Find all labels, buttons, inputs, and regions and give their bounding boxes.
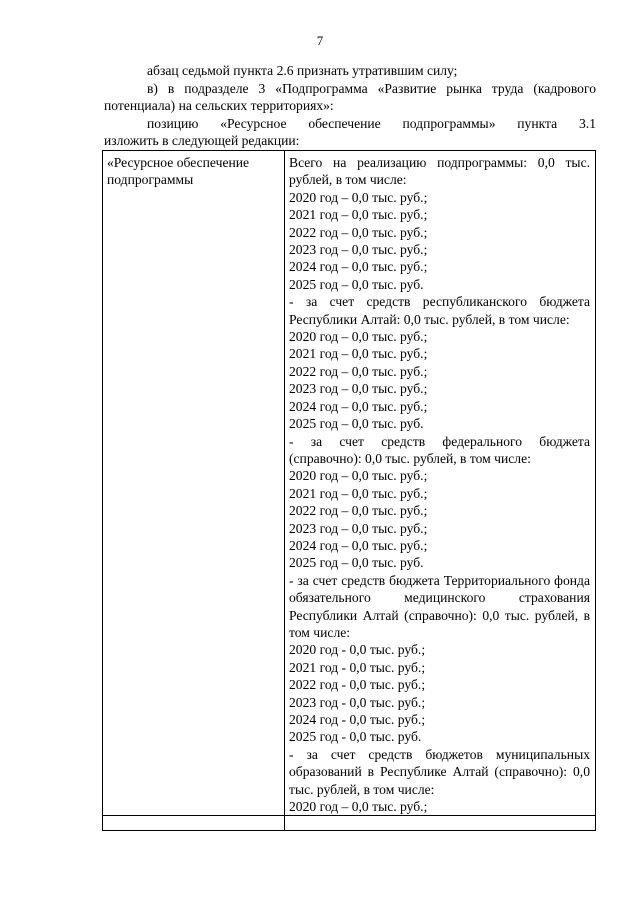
year-line: 2020 год – 0,0 тыс. руб.; bbox=[289, 799, 428, 815]
empty-cell bbox=[285, 816, 596, 831]
year-line: 2020 год – 0,0 тыс. руб.; bbox=[289, 189, 428, 205]
table-row bbox=[103, 151, 596, 816]
paragraph-position-line-2: изложить в следующей редакции: bbox=[104, 133, 300, 149]
year-line: 2024 год – 0,0 тыс. руб.; bbox=[289, 537, 428, 553]
year-line: 2023 год - 0,0 тыс. руб.; bbox=[289, 694, 426, 710]
year-line: 2021 год – 0,0 тыс. руб.; bbox=[289, 346, 428, 362]
resource-table bbox=[102, 150, 596, 831]
year-line: 2021 год – 0,0 тыс. руб.; bbox=[289, 485, 428, 501]
total-funding-text: Всего на реализацию подпрограммы: 0,0 тыс. рублей, в том числе: bbox=[289, 155, 590, 188]
municipal-years-list bbox=[289, 798, 590, 815]
year-line: 2023 год – 0,0 тыс. руб.; bbox=[289, 242, 428, 258]
year-line: 2025 год - 0,0 тыс. руб. bbox=[289, 729, 422, 745]
municipal-funding-text: - за счет средств бюджетов муниципальных образований в Республике Алтай (справочно): 0,0 тыс. рублей, в том числе: bbox=[289, 746, 590, 797]
year-line: 2021 год - 0,0 тыс. руб.; bbox=[289, 659, 426, 675]
year-line: 2024 год - 0,0 тыс. руб.; bbox=[289, 712, 426, 727]
republic-years-list bbox=[289, 328, 590, 432]
year-line: 2023 год – 0,0 тыс. руб.; bbox=[289, 381, 428, 397]
table-row bbox=[103, 816, 596, 831]
total-years-list bbox=[289, 189, 590, 293]
year-line: 2023 год – 0,0 тыс. руб.; bbox=[289, 520, 428, 536]
federal-years-list bbox=[289, 467, 590, 571]
year-line: 2022 год – 0,0 тыс. руб.; bbox=[289, 503, 428, 519]
paragraph-subsection-3: в) в подразделе 3 «Подпрограмма «Развитие рынка труда (кадрового потенциала) на сельских территориях»: bbox=[104, 81, 596, 114]
year-line: 2022 год – 0,0 тыс. руб.; bbox=[289, 363, 428, 379]
year-line: 2025 год – 0,0 тыс. руб. bbox=[289, 276, 424, 292]
resource-label: «Ресурсное обеспечение подпрограммы bbox=[107, 155, 250, 188]
year-line: 2020 год - 0,0 тыс. руб.; bbox=[289, 642, 426, 658]
empty-cell bbox=[103, 816, 285, 831]
page-number: 7 bbox=[316, 34, 324, 48]
paragraph-repeal: абзац седьмой пункта 2.6 признать утратившим силу; bbox=[147, 63, 458, 78]
paragraph-position-line-1: позицию «Ресурсное обеспечение подпрограммы» пункта 3.1 bbox=[147, 116, 596, 131]
resource-values-cell bbox=[285, 151, 596, 816]
republic-funding-text: - за счет средств республиканского бюджета Республики Алтай: 0,0 тыс. рублей, в том числе: bbox=[289, 294, 590, 327]
year-line: 2025 год – 0,0 тыс. руб. bbox=[289, 555, 424, 571]
year-line: 2020 год – 0,0 тыс. руб.; bbox=[289, 329, 428, 345]
year-line: 2020 год – 0,0 тыс. руб.; bbox=[289, 468, 428, 484]
year-line: 2021 год – 0,0 тыс. руб.; bbox=[289, 207, 428, 223]
tfoms-funding-text: - за счет средств бюджета Территориального фонда обязательного медицинского страхования Республики Алтай (справочно): 0,0 тыс. рублей, в том числе: bbox=[289, 572, 590, 640]
paragraph-position-3-1 bbox=[104, 115, 596, 150]
year-line: 2022 год – 0,0 тыс. руб.; bbox=[289, 224, 428, 240]
year-line: 2022 год - 0,0 тыс. руб.; bbox=[289, 677, 426, 693]
federal-funding-text: - за счет средств федерального бюджета (справочно): 0,0 тыс. рублей, в том числе: bbox=[289, 433, 590, 466]
tfoms-years-list bbox=[289, 641, 590, 745]
year-line: 2025 год – 0,0 тыс. руб. bbox=[289, 416, 424, 432]
year-line: 2024 год – 0,0 тыс. руб.; bbox=[289, 398, 428, 414]
resource-label-cell bbox=[103, 151, 285, 816]
year-line: 2024 год – 0,0 тыс. руб.; bbox=[289, 259, 428, 275]
